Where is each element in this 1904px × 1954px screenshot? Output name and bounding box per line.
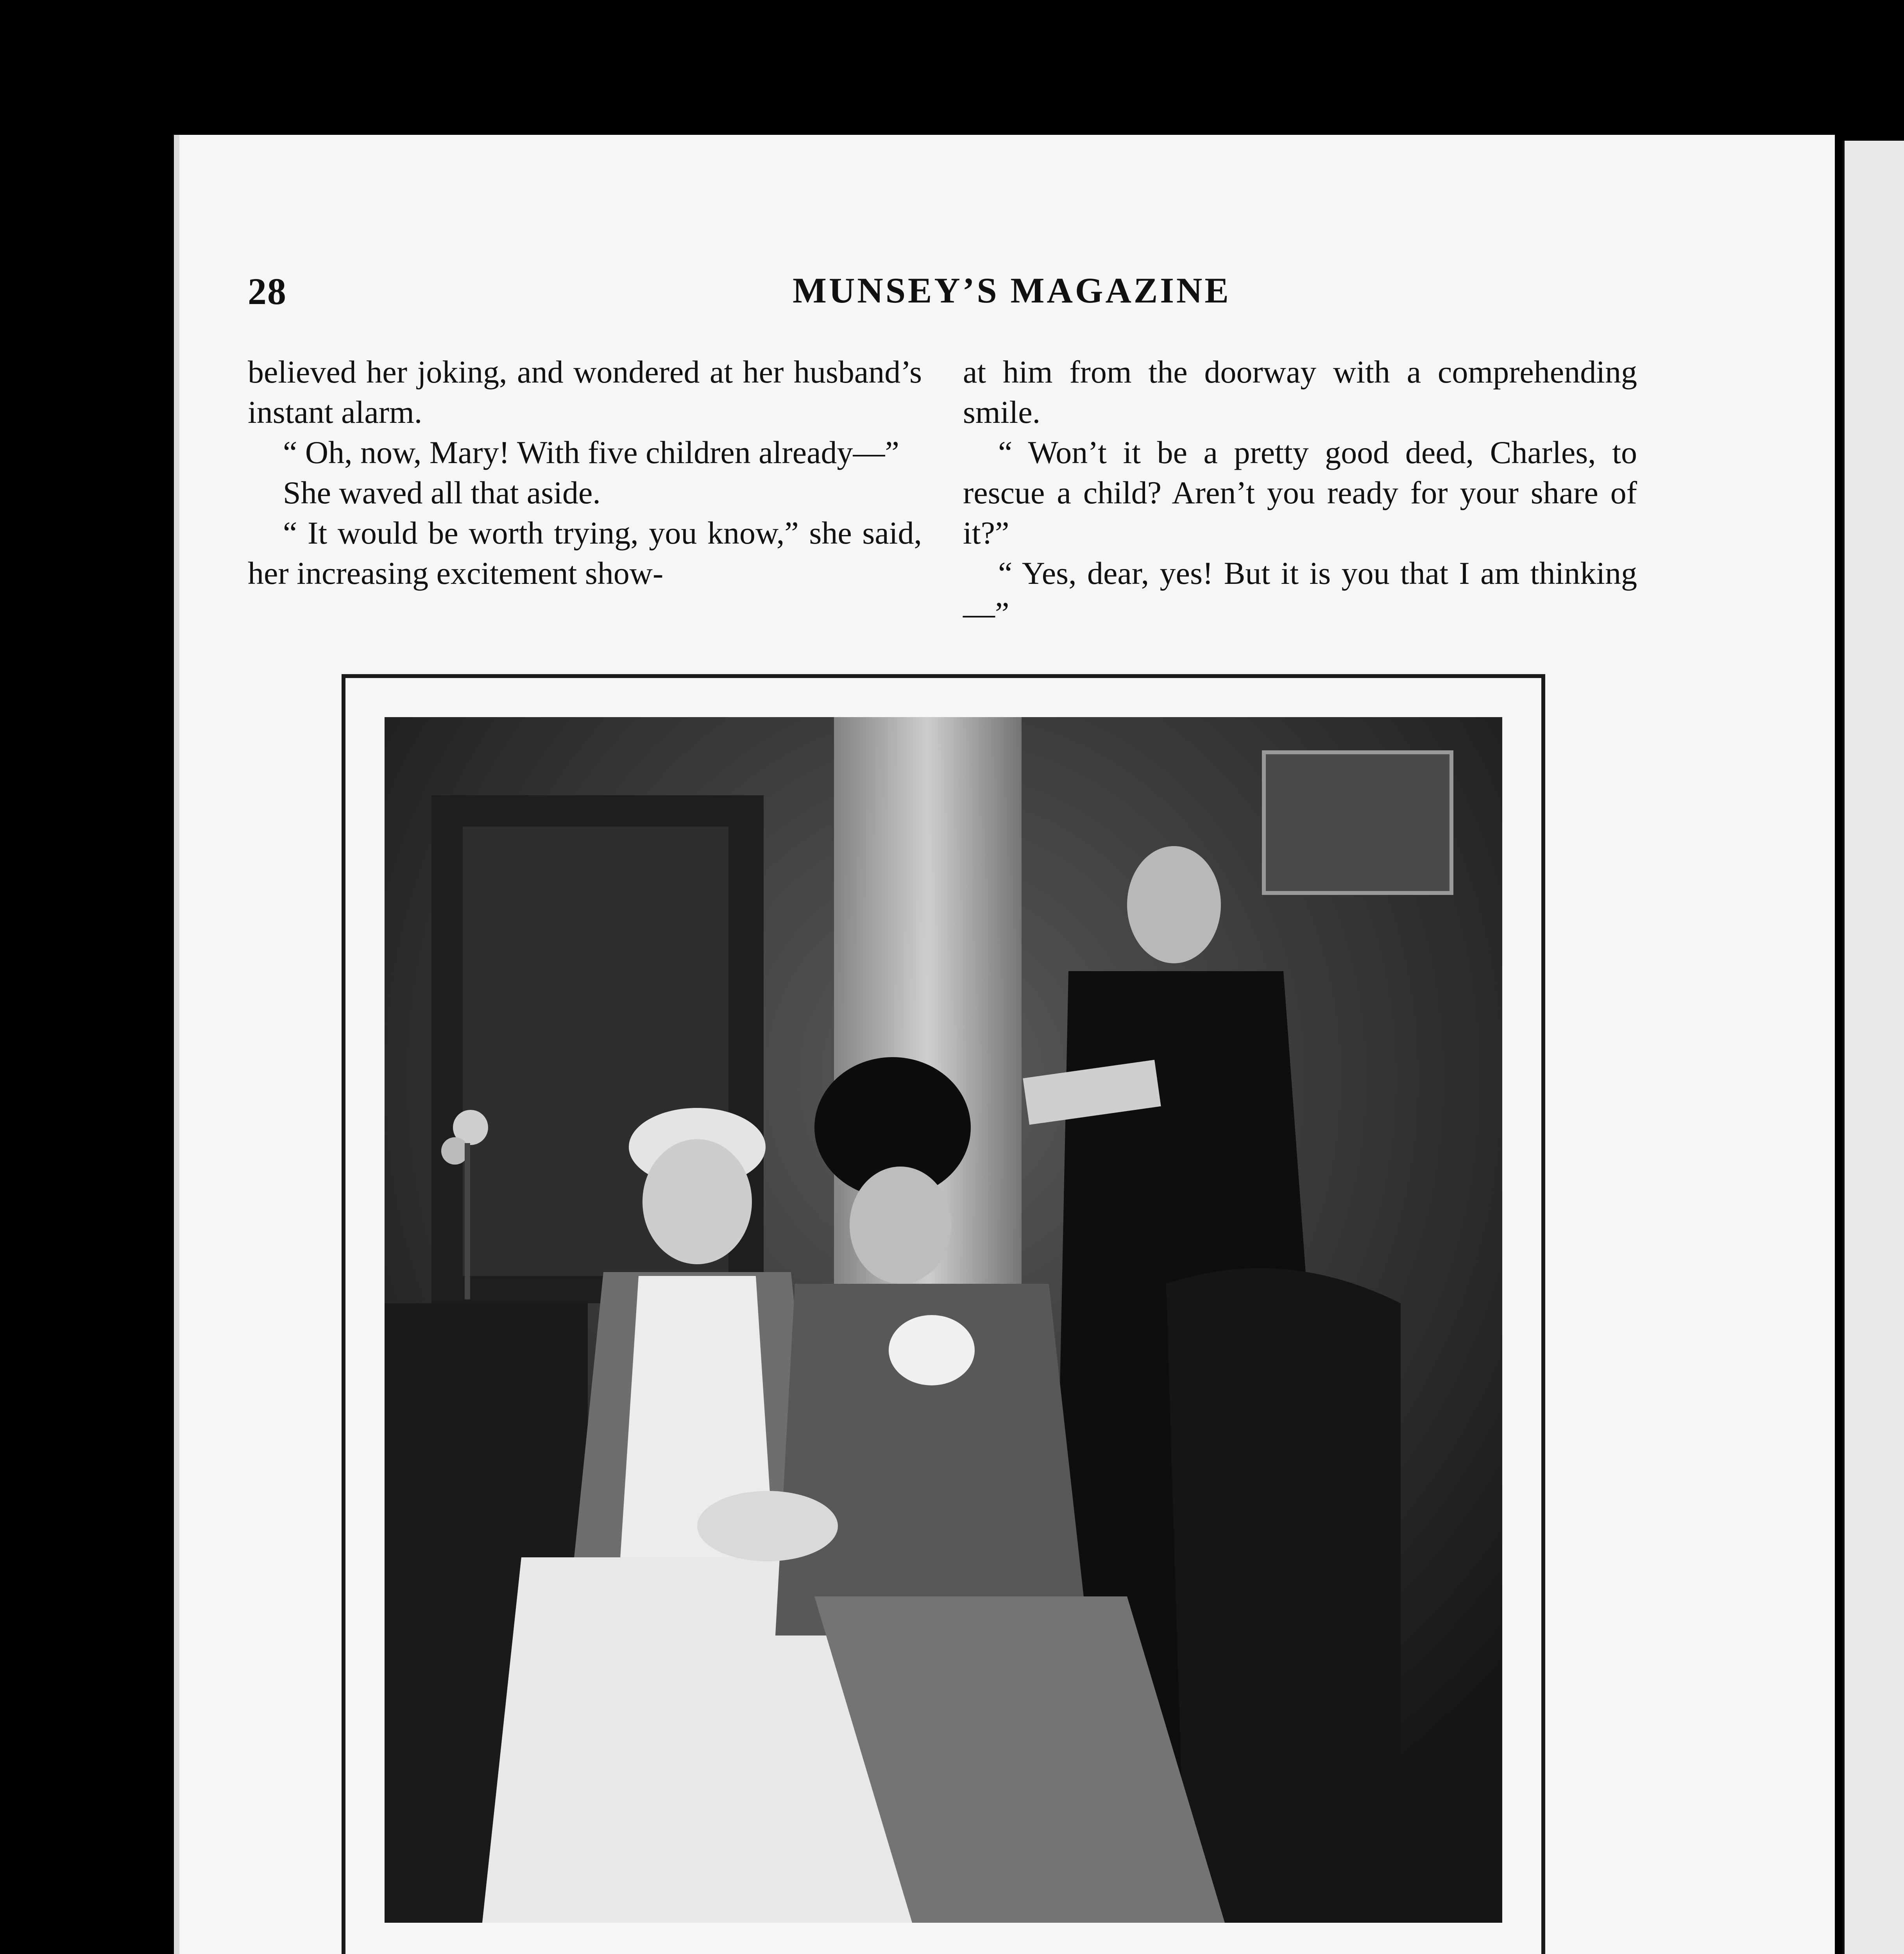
paragraph: “ Won’t it be a pretty good deed, Charles, to rescue a child? Aren’t you ready for your share of it?”	[963, 435, 1637, 551]
paragraph: at him from the doorway with a comprehending smile.	[963, 354, 1637, 430]
adjacent-page-edge	[1845, 141, 1904, 1954]
paragraph: “ Yes, dear, yes! But it is you that I am thinking—”	[963, 555, 1637, 631]
page-number: 28	[248, 270, 287, 312]
illustration-frame	[342, 674, 1545, 1954]
paragraph: “ Oh, now, Mary! With five children already—”	[283, 435, 899, 470]
illustration-drawing	[385, 717, 1502, 1923]
top-left-column	[248, 352, 922, 593]
paragraph: “ It would be worth trying, you know,” she said, her increasing excitement show-	[248, 515, 922, 591]
illustration-image	[385, 717, 1502, 1923]
paragraph: She waved all that aside.	[283, 475, 601, 510]
running-title: MUNSEY’S MAGAZINE	[793, 270, 1231, 310]
page-header	[248, 270, 1776, 324]
paragraph: believed her joking, and wondered at her husband’s instant alarm.	[248, 354, 922, 430]
magazine-page	[174, 135, 1835, 1954]
top-right-column	[963, 352, 1637, 633]
